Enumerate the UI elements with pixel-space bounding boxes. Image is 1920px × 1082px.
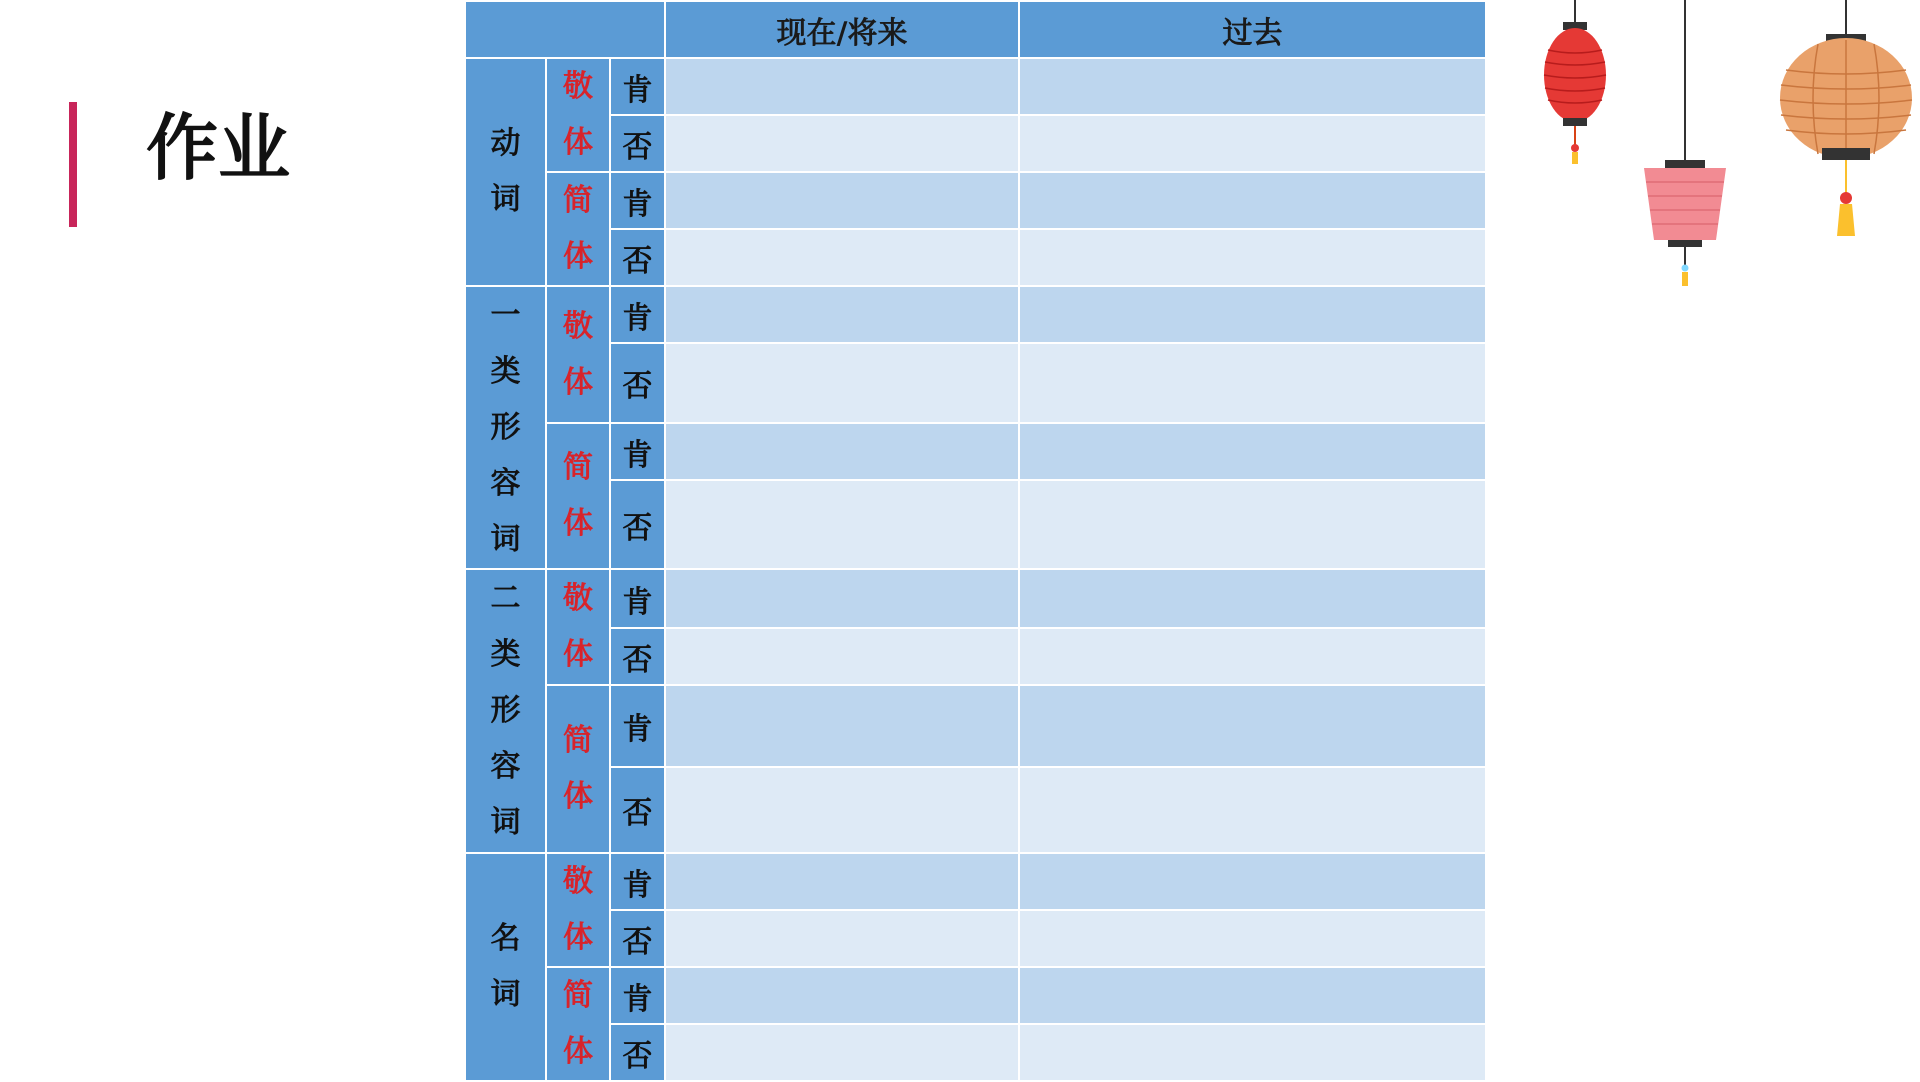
answer-cell[interactable] — [665, 910, 1019, 967]
answer-cell[interactable] — [1019, 628, 1486, 685]
form-label: 简体 — [546, 172, 610, 286]
table-row — [465, 480, 1486, 569]
row-group-label: 一类形容词 — [465, 286, 546, 569]
table-row — [465, 767, 1486, 853]
answer-cell[interactable] — [665, 172, 1019, 229]
form-label: 简体 — [546, 685, 610, 853]
answer-cell[interactable] — [1019, 910, 1486, 967]
form-label: 敬体 — [546, 58, 610, 172]
polarity-label: 否 — [610, 628, 665, 685]
table-row — [465, 58, 1486, 115]
answer-cell[interactable] — [665, 767, 1019, 853]
answer-cell[interactable] — [665, 343, 1019, 423]
answer-cell[interactable] — [665, 286, 1019, 343]
pink-lantern-icon — [1638, 0, 1732, 295]
polarity-label: 肯 — [610, 286, 665, 343]
page-title: 作业 — [146, 106, 291, 190]
row-group-label: 二类形容词 — [465, 569, 546, 853]
polarity-label: 否 — [610, 1024, 665, 1081]
answer-cell[interactable] — [1019, 229, 1486, 286]
answer-cell[interactable] — [1019, 58, 1486, 115]
answer-cell[interactable] — [665, 628, 1019, 685]
polarity-label: 肯 — [610, 685, 665, 767]
answer-cell[interactable] — [1019, 685, 1486, 767]
answer-cell[interactable] — [1019, 115, 1486, 172]
table-header-row — [465, 1, 1486, 58]
polarity-label: 否 — [610, 910, 665, 967]
answer-cell[interactable] — [665, 569, 1019, 628]
table-row — [465, 910, 1486, 967]
answer-cell[interactable] — [665, 480, 1019, 569]
answer-cell[interactable] — [1019, 172, 1486, 229]
polarity-label: 否 — [610, 767, 665, 853]
header-present-future: 现在/将来 — [665, 1, 1019, 58]
polarity-label: 否 — [610, 343, 665, 423]
table-row — [465, 423, 1486, 480]
answer-cell[interactable] — [1019, 343, 1486, 423]
answer-cell[interactable] — [1019, 853, 1486, 910]
row-group-label: 名词 — [465, 853, 546, 1081]
polarity-label: 否 — [610, 480, 665, 569]
title-accent-bar — [69, 102, 77, 227]
polarity-label: 否 — [610, 115, 665, 172]
table-row — [465, 115, 1486, 172]
row-group-label: 动词 — [465, 58, 546, 286]
answer-cell[interactable] — [1019, 767, 1486, 853]
table-row — [465, 853, 1486, 910]
answer-cell[interactable] — [1019, 1024, 1486, 1081]
header-past: 过去 — [1019, 1, 1486, 58]
answer-cell[interactable] — [665, 967, 1019, 1024]
red-lantern-icon — [1534, 0, 1616, 170]
table-row — [465, 229, 1486, 286]
form-label: 敬体 — [546, 569, 610, 685]
polarity-label: 肯 — [610, 967, 665, 1024]
polarity-label: 肯 — [610, 853, 665, 910]
form-label: 敬体 — [546, 853, 610, 967]
answer-cell[interactable] — [1019, 286, 1486, 343]
table-row — [465, 569, 1486, 628]
answer-cell[interactable] — [665, 853, 1019, 910]
table-row — [465, 1024, 1486, 1081]
answer-cell[interactable] — [665, 1024, 1019, 1081]
answer-cell[interactable] — [665, 115, 1019, 172]
polarity-label: 肯 — [610, 423, 665, 480]
answer-cell[interactable] — [665, 58, 1019, 115]
polarity-label: 肯 — [610, 569, 665, 628]
form-label: 敬体 — [546, 286, 610, 423]
answer-cell[interactable] — [1019, 480, 1486, 569]
table-row — [465, 685, 1486, 767]
form-label: 简体 — [546, 967, 610, 1081]
table-row — [465, 967, 1486, 1024]
form-label: 简体 — [546, 423, 610, 569]
answer-cell[interactable] — [665, 423, 1019, 480]
polarity-label: 肯 — [610, 58, 665, 115]
polarity-label: 肯 — [610, 172, 665, 229]
answer-cell[interactable] — [665, 229, 1019, 286]
table-row — [465, 343, 1486, 423]
homework-table — [464, 0, 1487, 1082]
answer-cell[interactable] — [665, 685, 1019, 767]
orange-lantern-icon — [1778, 0, 1914, 240]
answer-cell[interactable] — [1019, 423, 1486, 480]
table-row — [465, 172, 1486, 229]
header-corner — [465, 1, 665, 58]
table-row — [465, 628, 1486, 685]
polarity-label: 否 — [610, 229, 665, 286]
answer-cell[interactable] — [1019, 967, 1486, 1024]
answer-cell[interactable] — [1019, 569, 1486, 628]
table-row — [465, 286, 1486, 343]
